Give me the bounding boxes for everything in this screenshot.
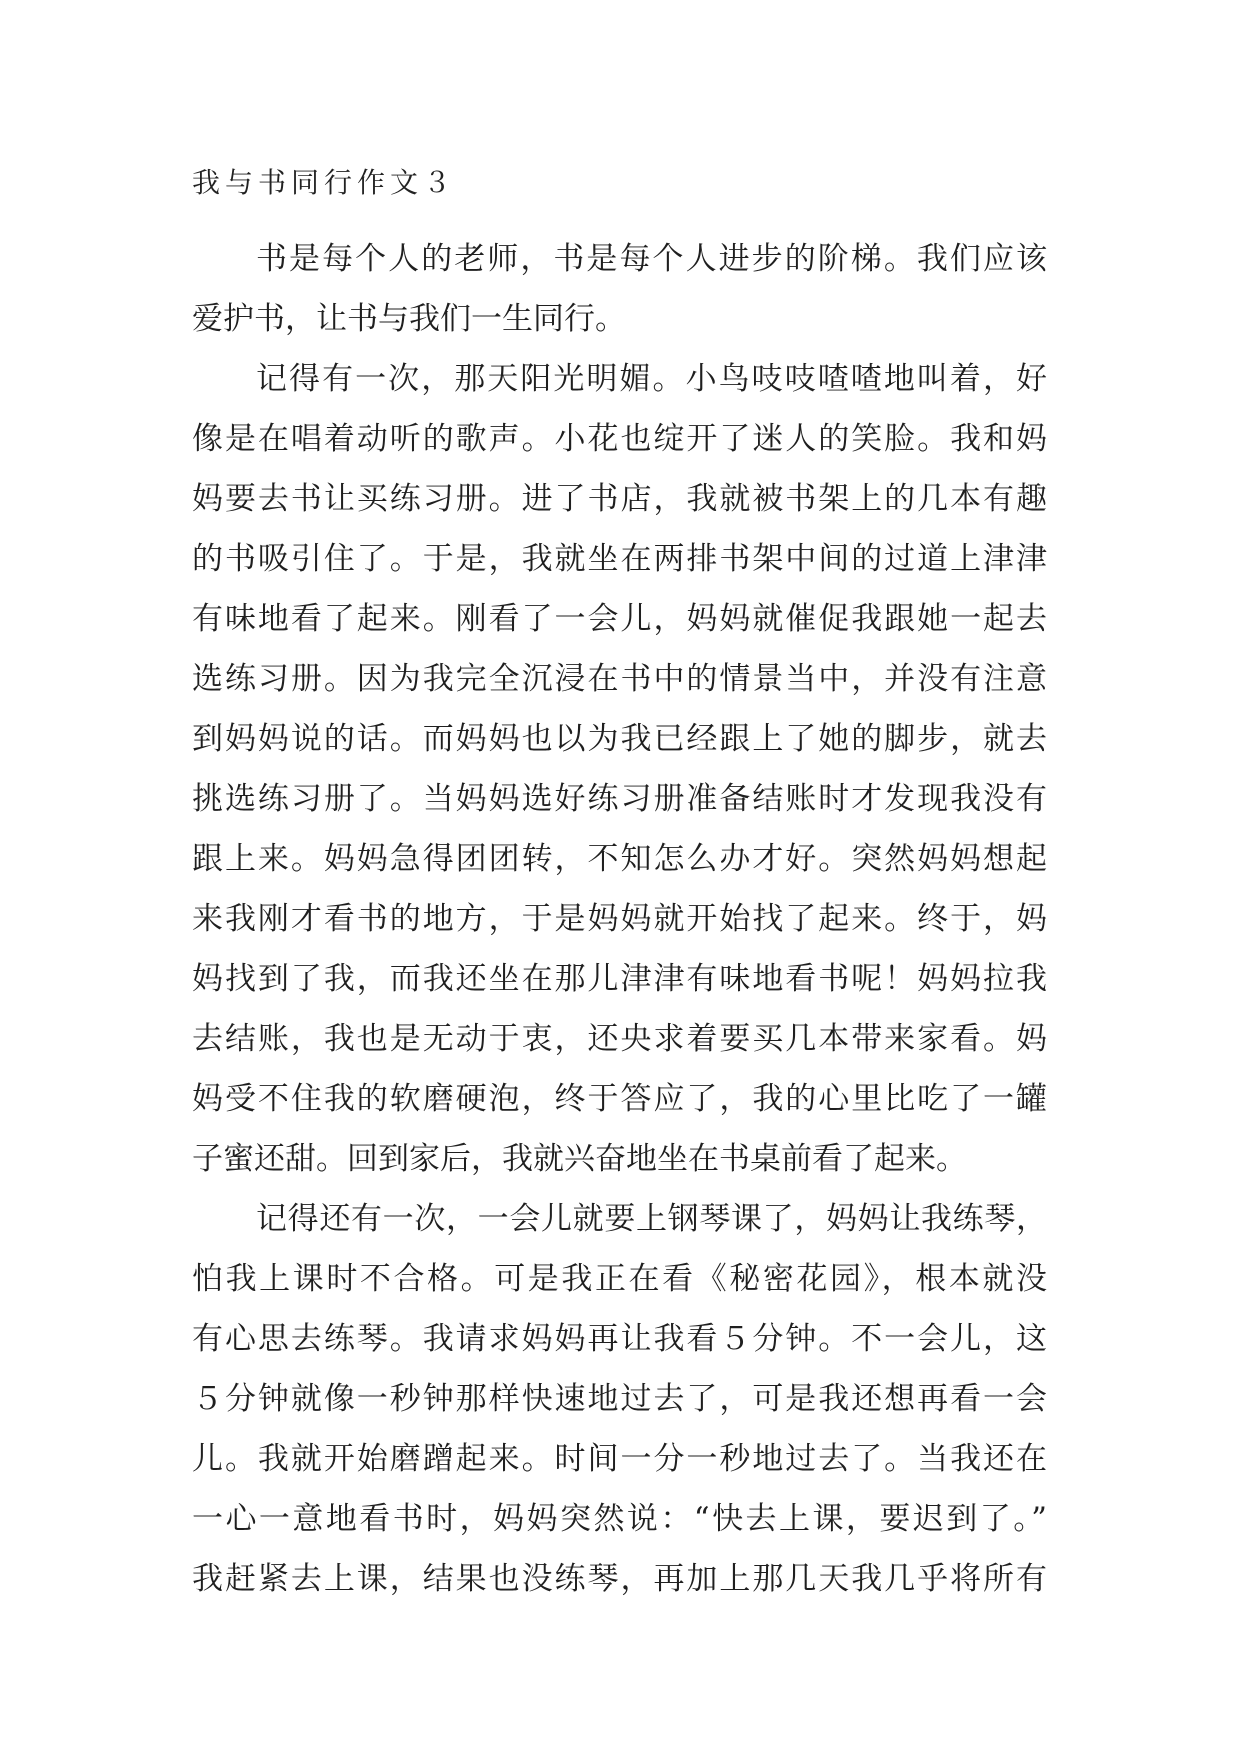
paragraph-2-line-3: 妈要去书让买练习册。进了书店，我就被书架上的几本有趣 <box>192 481 1047 517</box>
paragraph-2-line-5: 有味地看了起来。刚看了一会儿，妈妈就催促我跟她一起去 <box>192 601 1047 637</box>
paragraph-2-line-9: 跟上来。妈妈急得团团转，不知怎么办才好。突然妈妈想起 <box>192 841 1047 877</box>
paragraph-1-line-2: 爱护书，让书与我们一生同行。 <box>192 301 626 337</box>
paragraph-2-line-1: 记得有一次，那天阳光明媚。小鸟吱吱喳喳地叫着，好 <box>256 361 1047 397</box>
paragraph-2-line-2: 像是在唱着动听的歌声。小花也绽开了迷人的笑脸。我和妈 <box>192 421 1047 457</box>
paragraph-3-line-4: ５分钟就像一秒钟那样快速地过去了，可是我还想再看一会 <box>192 1381 1047 1417</box>
paragraph-2-line-6: 选练习册。因为我完全沉浸在书中的情景当中，并没有注意 <box>192 661 1047 697</box>
paragraph-3-line-5: 儿。我就开始磨蹭起来。时间一分一秒地过去了。当我还在 <box>192 1441 1047 1477</box>
paragraph-2-line-12: 去结账，我也是无动于衷，还央求着要买几本带来家看。妈 <box>192 1021 1047 1057</box>
paragraph-3-line-6: 一心一意地看书时，妈妈突然说：“快去上课，要迟到了。” <box>192 1501 1047 1537</box>
paragraph-2-line-11: 妈找到了我，而我还坐在那儿津津有味地看书呢！妈妈拉我 <box>192 961 1047 997</box>
paragraph-2-line-8: 挑选练习册了。当妈妈选好练习册准备结账时才发现我没有 <box>192 781 1047 817</box>
paragraph-1-line-1: 书是每个人的老师，书是每个人进步的阶梯。我们应该 <box>256 241 1047 277</box>
paragraph-2-line-14: 子蜜还甜。回到家后，我就兴奋地坐在书桌前看了起来。 <box>192 1141 967 1177</box>
document-title: 我与书同行作文３ <box>192 166 457 199</box>
paragraph-2-line-7: 到妈妈说的话。而妈妈也以为我已经跟上了她的脚步，就去 <box>192 721 1047 757</box>
paragraph-2-line-4: 的书吸引住了。于是，我就坐在两排书架中间的过道上津津 <box>192 541 1047 577</box>
paragraph-2-line-13: 妈受不住我的软磨硬泡，终于答应了，我的心里比吃了一罐 <box>192 1081 1047 1117</box>
paragraph-2-line-10: 来我刚才看书的地方，于是妈妈就开始找了起来。终于，妈 <box>192 901 1047 937</box>
paragraph-3-line-1: 记得还有一次，一会儿就要上钢琴课了，妈妈让我练琴， <box>256 1201 1047 1237</box>
paragraph-3-line-7: 我赶紧去上课，结果也没练琴，再加上那几天我几乎将所有 <box>192 1561 1047 1597</box>
paragraph-3-line-3: 有心思去练琴。我请求妈妈再让我看５分钟。不一会儿，这 <box>192 1321 1047 1357</box>
paragraph-3-line-2: 怕我上课时不合格。可是我正在看《秘密花园》，根本就没 <box>192 1261 1047 1297</box>
